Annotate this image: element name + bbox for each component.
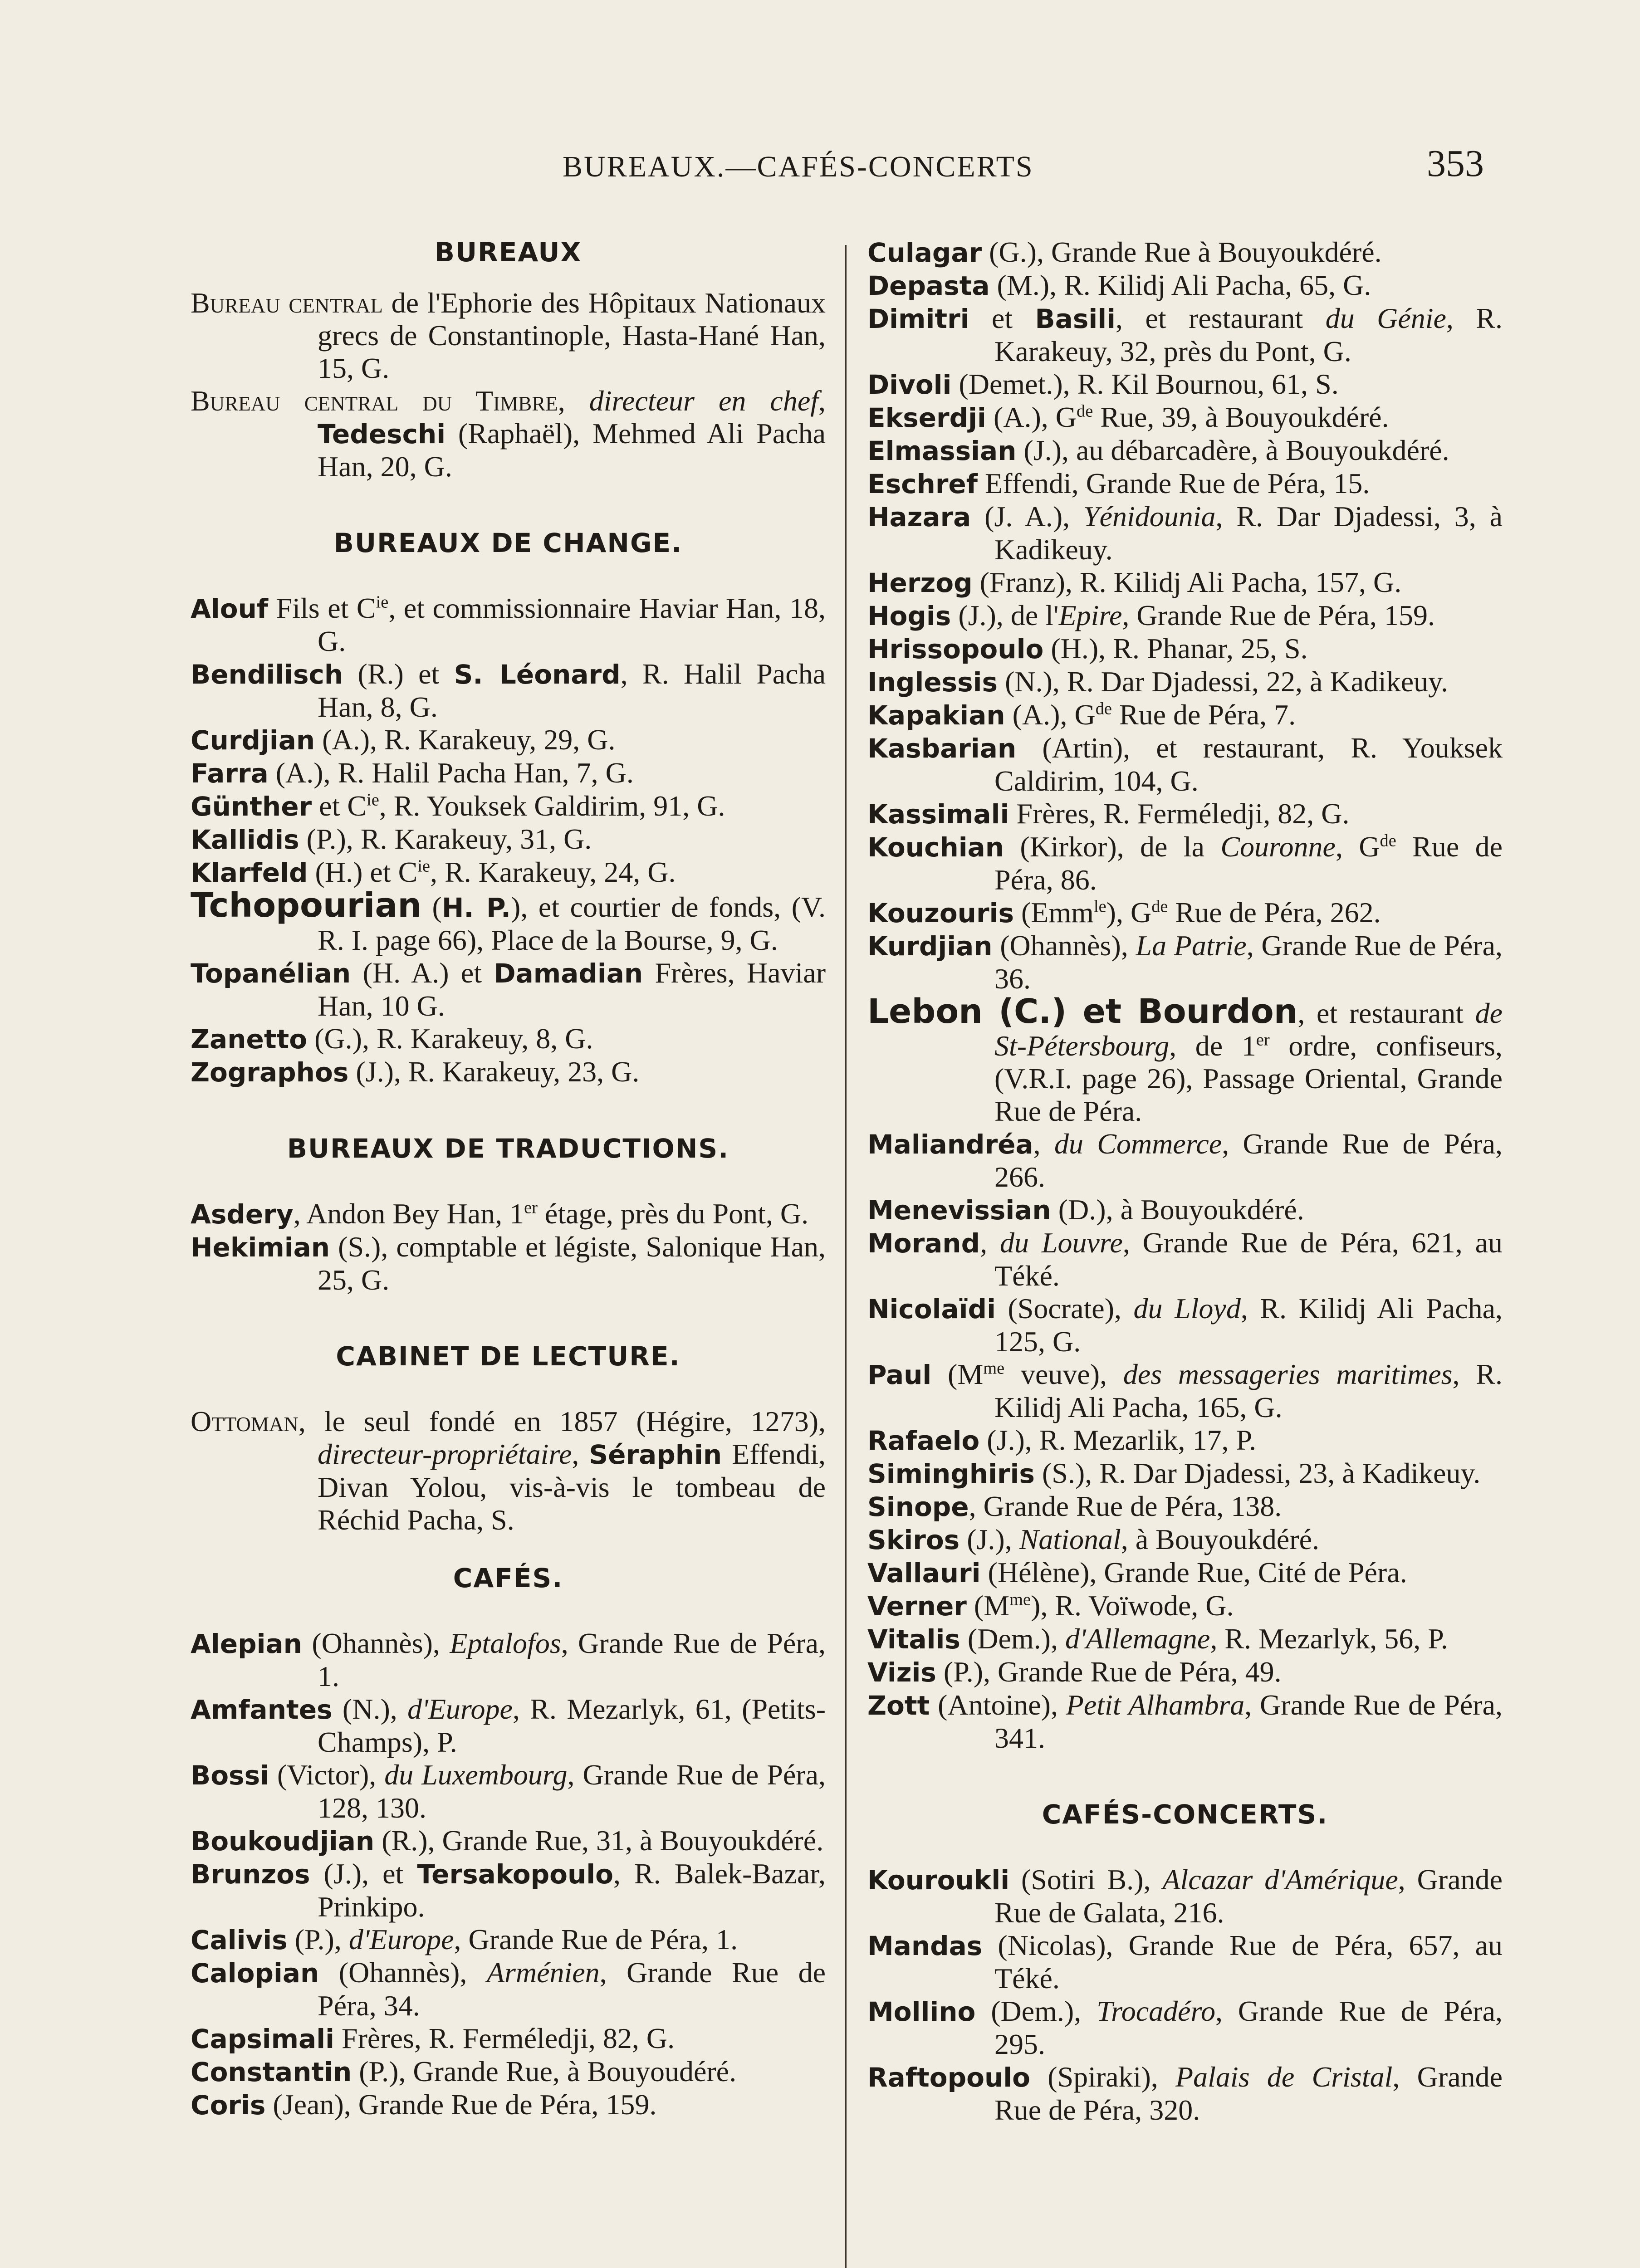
entry: Hazara (J. A.), Yénidounia, R. Dar Djadessi, 3, à Kadikeuy. (867, 500, 1503, 566)
entry: Kallidis (P.), R. Karakeuy, 31, G. (191, 823, 592, 855)
entry: Günther et $C^{ie}$, R. Youksek Galdirim, 91, G. (191, 790, 725, 822)
entry: Paul ($M^{me}$ veuve), des messageries maritimes, R. Kilidj Ali Pacha, 165, G. (867, 1358, 1503, 1423)
entry: Hekimian (S.), comptable et légiste, Salonique Han, 25, G. (191, 1231, 826, 1296)
entry: Ekserdji (A.), $G^{de}$ Rue, 39, à Bouyoukdéré. (867, 401, 1389, 433)
running-title: BUREAUX.—CAFÉS-CONCERTS (563, 150, 1034, 183)
entry: Brunzos (J.), et Tersakopoulo, R. Balek-Bazar, Prinkipo. (191, 1857, 826, 1923)
right-column (867, 236, 1503, 2126)
entry-name: Bureau central (191, 287, 383, 319)
entry: Culagar (G.), Grande Rue à Bouyoukdéré. (867, 236, 1382, 268)
section-title-cabinet: CABINET DE LECTURE. (336, 1341, 680, 1372)
entry: Zott (Antoine), Petit Alhambra, Grande Rue de Péra, 341. (867, 1689, 1503, 1754)
entry: Capsimali Frères, R. Ferméledji, 82, G. (191, 2022, 675, 2054)
entry: Kouchian (Kirkor), de la Couronne, $G^{de}$ Rue de Péra, 86. (867, 831, 1503, 896)
column-divider (845, 245, 847, 2268)
entry: Morand, du Louvre, Grande Rue de Péra, 621, au Téké. (867, 1227, 1503, 1292)
entry-name: Bureau central du Timbre (191, 385, 558, 417)
entry: Skiros (J.), National, à Bouyoukdéré. (867, 1523, 1319, 1555)
entry: Mollino (Dem.), Trocadéro, Grande Rue de Péra, 295. (867, 1995, 1503, 2060)
entry-bureau-timbre: Bureau central du Timbre, directeur en chef, Tedeschi (Raphaël), Mehmed Ali Pacha Han, 20, G. (191, 385, 826, 483)
entry: Nicolaïdi (Socrate), du Lloyd, R. Kilidj Ali Pacha, 125, G. (867, 1292, 1503, 1358)
entry: Mandas (Nicolas), Grande Rue de Péra, 657, au Téké. (867, 1929, 1503, 1994)
entry: Bendilisch (R.) et S. Léonard, R. Halil Pacha Han, 8, G. (191, 658, 826, 723)
entry: Farra (A.), R. Halil Pacha Han, 7, G. (191, 757, 634, 789)
entry: Rafaelo (J.), R. Mezarlik, 17, P. (867, 1424, 1256, 1456)
entry: Alouf Fils et $C^{ie}$, et commissionnaire Haviar Han, 18, G. (191, 592, 826, 657)
entry: Kassimali Frères, R. Ferméledji, 82, G. (867, 797, 1350, 830)
entry: Tchopourian (H. P.), et courtier de fonds, (V. R. I. page 66), Place de la Bourse, 9, G. (191, 886, 826, 956)
entry: Kouroukli (Sotiri B.), Alcazar d'Amérique, Grande Rue de Galata, 216. (867, 1863, 1503, 1929)
entry: Verner $(M^{me})$, R. Voïwode, G. (867, 1589, 1234, 1622)
entry: Raftopoulo (Spiraki), Palais de Cristal, Grande Rue de Péra, 320. (867, 2061, 1503, 2126)
entry: Zanetto (G.), R. Karakeuy, 8, G. (191, 1022, 593, 1055)
entry: Curdjian (A.), R. Karakeuy, 29, G. (191, 723, 616, 756)
entry: Vizis (P.), Grande Rue de Péra, 49. (867, 1656, 1282, 1688)
entry: Ottoman, le seul fondé en 1857 (Hégire, 1273), directeur-propriétaire, Séraphin Effendi, Divan Yolou, vis-à-vis le tombeau de Réchid Pacha, S. (191, 1405, 826, 1536)
entry: Boukoudjian (R.), Grande Rue, 31, à Bouyoukdéré. (191, 1824, 824, 1857)
entry: Maliandréa, du Commerce, Grande Rue de Péra, 266. (867, 1128, 1503, 1193)
entry: Elmassian (J.), au débarcadère, à Bouyoukdéré. (867, 434, 1449, 466)
entry: Herzog (Franz), R. Kilidj Ali Pacha, 157, G. (867, 566, 1402, 598)
entry: Divoli (Demet.), R. Kil Bournou, 61, S. (867, 368, 1339, 400)
entry: Dimitri et Basili, et restaurant du Génie, R. Karakeuy, 32, près du Pont, G. (867, 302, 1503, 367)
entry: Depasta (M.), R. Kilidj Ali Pacha, 65, G. (867, 269, 1371, 301)
entry: Hrissopoulo (H.), R. Phanar, 25, S. (867, 632, 1308, 665)
entry: Eschref Effendi, Grande Rue de Péra, 15. (867, 467, 1370, 499)
entry: Coris (Jean), Grande Rue de Péra, 159. (191, 2088, 657, 2121)
entry: Calivis (P.), d'Europe, Grande Rue de Péra, 1. (191, 1923, 738, 1955)
section-title-cafes-concerts: CAFÉS-CONCERTS. (1042, 1799, 1328, 1830)
entry: Hogis (J.), de l'Epire, Grande Rue de Péra, 159. (867, 599, 1435, 631)
entry: Vallauri (Hélène), Grande Rue, Cité de Péra. (867, 1556, 1407, 1589)
section-title-bureaux-traductions: BUREAUX DE TRADUCTIONS. (287, 1133, 729, 1164)
section-title-bureaux: BUREAUX (434, 237, 582, 268)
entry-bureau-ephorie: Bureau central de l'Ephorie des Hôpitaux Nationaux grecs de Constantinople, Hasta-Hané Han, 15, G. (191, 287, 826, 384)
entry: Topanélian (H. A.) et Damadian Frères, Haviar Han, 10 G. (191, 957, 826, 1022)
left-column (191, 236, 826, 2121)
section-title-cafes: CAFÉS. (453, 1563, 563, 1593)
entry: Menevissian (D.), à Bouyoukdéré. (867, 1193, 1304, 1226)
section-title-bureaux-change: BUREAUX DE CHANGE. (333, 528, 683, 558)
entry: Amfantes (N.), d'Europe, R. Mezarlyk, 61, (Petits-Champs), P. (191, 1693, 826, 1758)
entry: Klarfeld (H.) et $C^{ie}$, R. Karakeuy, 24, G. (191, 856, 676, 888)
entry: Kapakian (A.), $G^{de}$ Rue de Péra, 7. (867, 699, 1296, 731)
entry: Zographos (J.), R. Karakeuy, 23, G. (191, 1056, 640, 1088)
page-number: 353 (1427, 142, 1484, 185)
entry: Lebon (C.) et Bourdon, et restaurant de St-Pétersbourg, de 1er ordre, confiseurs, (V.R.I. page 26), Passage Oriental, Grande Rue de Péra. (867, 992, 1503, 1127)
entry: Kasbarian (Artin), et restaurant, R. Youksek Caldirim, 104, G. (867, 732, 1503, 797)
entry: Calopian (Ohannès), Arménien, Grande Rue de Péra, 34. (191, 1956, 826, 2022)
entry: Kouzouris (Emm$^{le}$), $G^{de}$ Rue de Péra, 262. (867, 896, 1381, 929)
entry: Siminghiris (S.), R. Dar Djadessi, 23, à Kadikeuy. (867, 1457, 1481, 1489)
entry: Kurdjian (Ohannès), La Patrie, Grande Rue de Péra, 36. (867, 929, 1503, 995)
entry: Alepian (Ohannès), Eptalofos, Grande Rue de Péra, 1. (191, 1627, 826, 1692)
entry: Inglessis (N.), R. Dar Djadessi, 22, à Kadikeuy. (867, 665, 1448, 698)
entry: Asdery, Andon Bey Han, 1er étage, près du Pont, G. (191, 1198, 809, 1230)
entry: Sinope, Grande Rue de Péra, 138. (867, 1490, 1282, 1522)
entry: Bossi (Victor), du Luxembourg, Grande Rue de Péra, 128, 130. (191, 1759, 826, 1824)
entry: Constantin (P.), Grande Rue, à Bouyoudéré. (191, 2055, 737, 2087)
entry: Vitalis (Dem.), d'Allemagne, R. Mezarlyk, 56, P. (867, 1623, 1448, 1655)
